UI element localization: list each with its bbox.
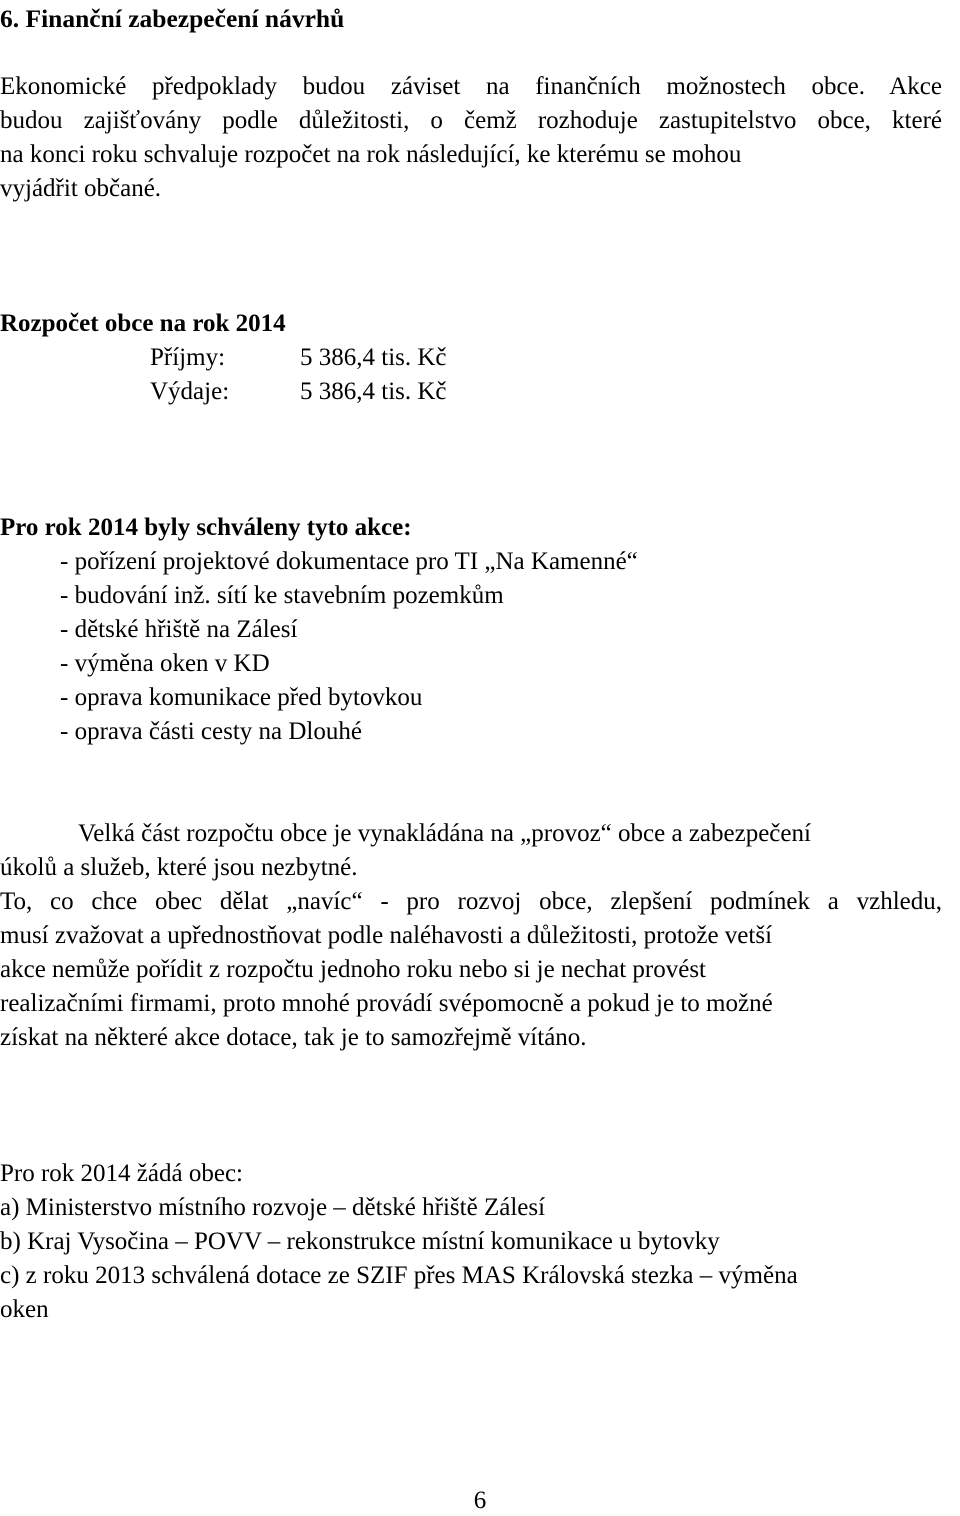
paragraph-line: získat na některé akce dotace, tak je to samozřejmě vítáno. xyxy=(0,1024,587,1051)
paragraph-line: To, co chce obec dělat „navíc“ - pro rozvoj obce, zlepšení podmínek a vzhledu, xyxy=(0,888,942,915)
paragraph-line: realizačními firmami, proto mnohé provádí svépomocně a pokud je to možné xyxy=(0,990,773,1017)
request-line: a) Ministerstvo místního rozvoje – dětské hřiště Zálesí xyxy=(0,1194,546,1221)
paragraph-line: akce nemůže pořídit z rozpočtu jednoho roku nebo si je nechat provést xyxy=(0,956,707,983)
requests-title: Pro rok 2014 žádá obec: xyxy=(0,1160,243,1187)
intro-line: vyjádřit občané. xyxy=(0,175,162,202)
budget-income-value: 5 386,4 tis. Kč xyxy=(300,344,447,371)
action-item: - výměna oken v KD xyxy=(60,650,270,677)
section-heading: 6. Finanční zabezpečení návrhů xyxy=(0,4,345,33)
budget-expense-value: 5 386,4 tis. Kč xyxy=(300,378,447,405)
paragraph-line: úkolů a služeb, které jsou nezbytné. xyxy=(0,854,358,881)
page-number: 6 xyxy=(473,1487,487,1514)
paragraph-line: Velká část rozpočtu obce je vynakládána na „provoz“ obce a zabezpečení xyxy=(78,820,811,847)
action-item: - pořízení projektové dokumentace pro TI „Na Kamenné“ xyxy=(60,548,638,575)
budget-income-label: Příjmy: xyxy=(150,344,226,371)
budget-title: Rozpočet obce na rok 2014 xyxy=(0,310,286,337)
request-line: oken xyxy=(0,1296,49,1323)
intro-line: na konci roku schvaluje rozpočet na rok následující, ke kterému se mohou xyxy=(0,141,742,168)
intro-line: budou zajišťovány podle důležitosti, o čemž rozhoduje zastupitelstvo obce, které xyxy=(0,107,942,134)
action-item: - oprava části cesty na Dlouhé xyxy=(60,718,362,745)
request-line: b) Kraj Vysočina – POVV – rekonstrukce místní komunikace u bytovky xyxy=(0,1228,720,1255)
action-item: - dětské hřiště na Zálesí xyxy=(60,616,298,643)
intro-line: Ekonomické předpoklady budou záviset na finančních možnostech obce. Akce xyxy=(0,73,942,100)
action-item: - budování inž. sítí ke stavebním pozemkům xyxy=(60,582,504,609)
action-item: - oprava komunikace před bytovkou xyxy=(60,684,423,711)
budget-expense-label: Výdaje: xyxy=(150,378,230,405)
request-line: c) z roku 2013 schválená dotace ze SZIF přes MAS Královská stezka – výměna xyxy=(0,1262,798,1289)
actions-title: Pro rok 2014 byly schváleny tyto akce: xyxy=(0,514,412,541)
paragraph-line: musí zvažovat a upřednostňovat podle naléhavosti a důležitosti, protože vetší xyxy=(0,922,773,949)
